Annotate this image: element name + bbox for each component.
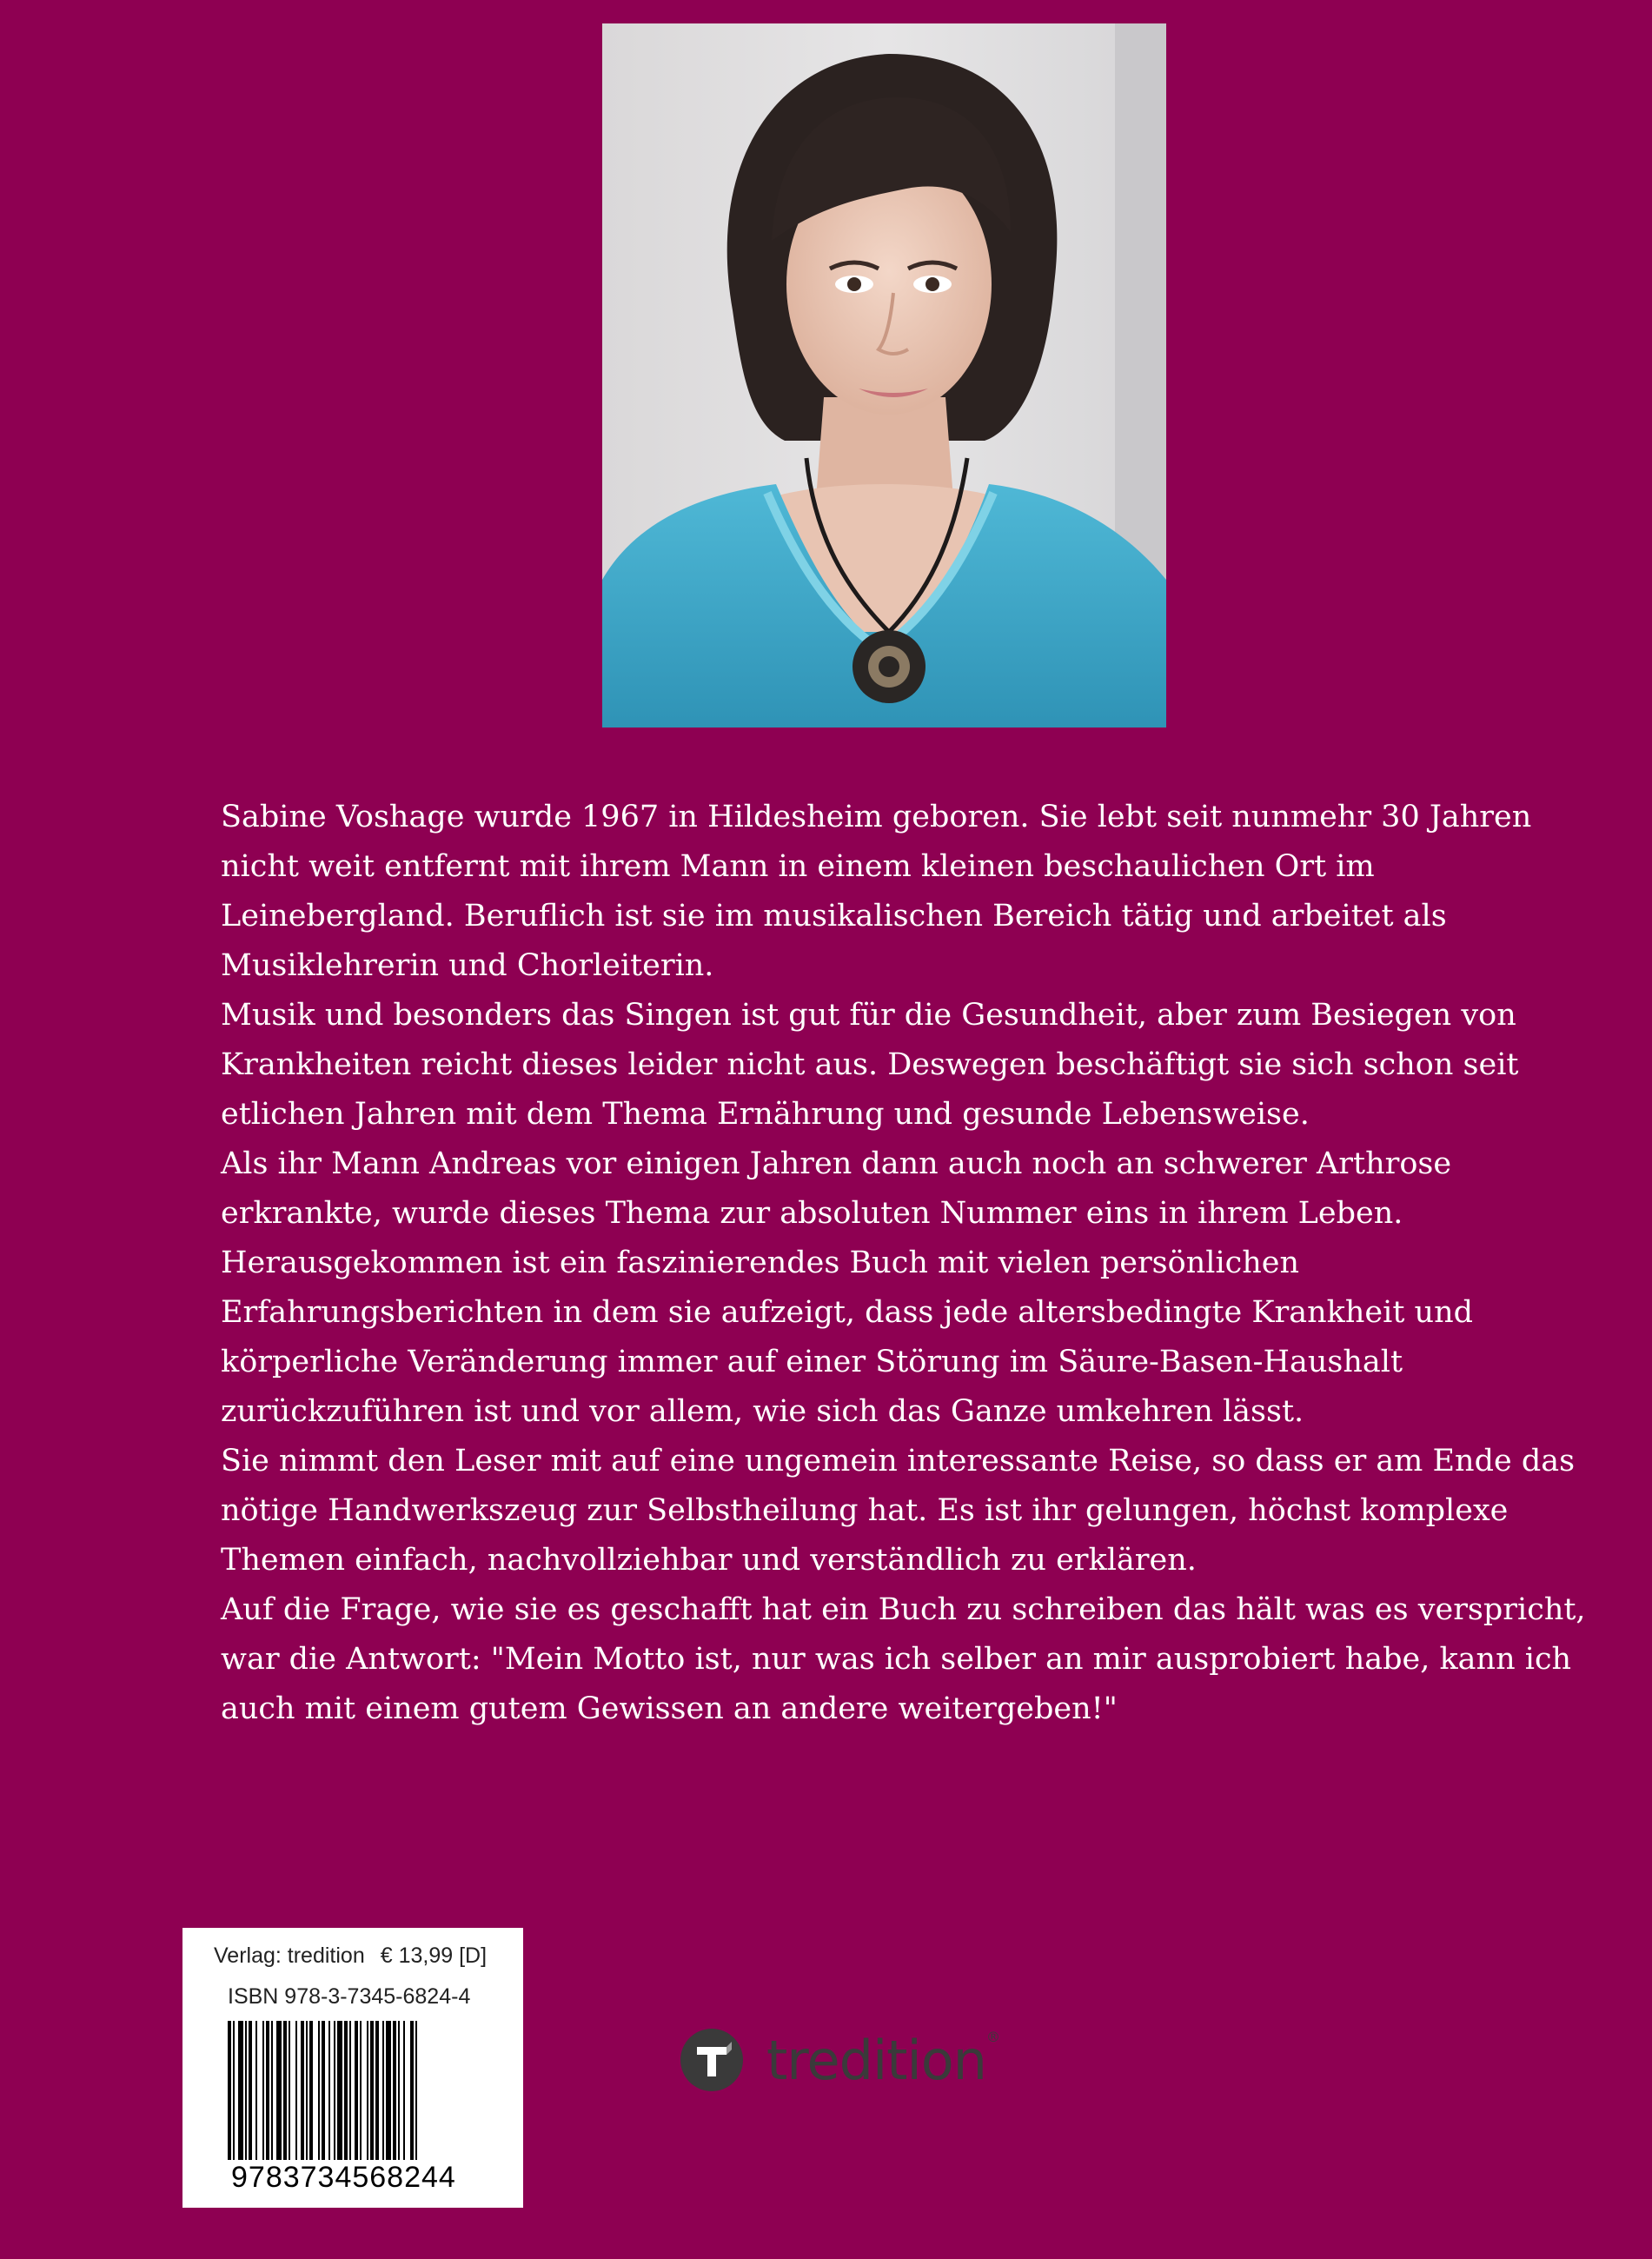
barcode-bar xyxy=(322,2021,325,2160)
barcode-bar xyxy=(301,2021,304,2160)
barcode-bar xyxy=(344,2021,348,2160)
barcode-bar xyxy=(367,2021,368,2160)
barcode-bar xyxy=(328,2021,330,2160)
isbn-text: ISBN 978-3-7345-6824-4 xyxy=(228,1984,471,2009)
barcode-bars xyxy=(228,2021,478,2160)
registered-mark: ® xyxy=(985,2028,999,2045)
barcode-bar xyxy=(370,2021,374,2160)
barcode-bar xyxy=(398,2021,400,2160)
author-portrait-image xyxy=(602,23,1166,728)
barcode-bar xyxy=(403,2021,405,2160)
barcode-bar xyxy=(306,2021,308,2160)
bio-paragraph: Herausgekommen ist ein faszinierendes Buch mit vielen persönlichen Erfahrungsberichten in dem sie aufzeigt, dass jede altersbedingte Krankheit und körperliche Veränderung immer auf einer Störung im Säure-Basen-Haushalt zurückzuführen ist und vor allem, wie sich das Ganze umkehren lässt. xyxy=(221,1246,1474,1429)
barcode-bar xyxy=(255,2021,257,2160)
barcode-bar xyxy=(295,2021,297,2160)
bio-paragraph: Sabine Voshage wurde 1967 in Hildesheim geboren. Sie lebt seit nunmehr 30 Jahren nicht weit entfernt mit ihrem Mann in einem kleinen beschaulichen Ort im Leinebergland. Beruflich ist sie im musikalischen Bereich tätig und arbeitet als Musiklehrerin und Chorleiterin. xyxy=(221,800,1532,983)
barcode-bar xyxy=(334,2021,335,2160)
barcode-bar xyxy=(360,2021,362,2160)
barcode-bar xyxy=(283,2021,287,2160)
barcode-bar xyxy=(382,2021,384,2160)
publisher-price-line xyxy=(214,1943,487,1969)
barcode-bar xyxy=(393,2021,396,2160)
barcode-bar xyxy=(249,2021,252,2160)
tredition-t-icon xyxy=(680,2028,744,2092)
barcode-bar xyxy=(349,2021,351,2160)
barcode-bar xyxy=(233,2021,235,2160)
price-text: € 13,99 [D] xyxy=(380,1943,488,1968)
barcode-bar xyxy=(271,2021,273,2160)
barcode-bar xyxy=(355,2021,358,2160)
barcode-label xyxy=(182,1928,523,2208)
barcode-bar xyxy=(375,2021,379,2160)
bio-paragraph: Als ihr Mann Andreas vor einigen Jahren dann auch noch an schwerer Arthrose erkrankte, wurde dieses Thema zur absoluten Nummer eins in ihrem Leben. xyxy=(221,1146,1452,1231)
author-photo xyxy=(602,23,1166,728)
barcode-bar xyxy=(238,2021,243,2160)
barcode-bar xyxy=(309,2021,313,2160)
barcode-bar xyxy=(228,2021,231,2160)
barcode-bar xyxy=(276,2021,282,2160)
barcode-bar xyxy=(266,2021,269,2160)
barcode-digits: 9783734568244 xyxy=(231,2161,456,2194)
barcode-bar xyxy=(289,2021,290,2160)
logo-text: tredition xyxy=(766,2028,986,2092)
barcode-bar xyxy=(262,2021,264,2160)
publisher-text: Verlag: tredition xyxy=(214,1943,365,1968)
barcode-bar xyxy=(318,2021,320,2160)
author-biography xyxy=(221,793,1594,1734)
bio-paragraph: Auf die Frage, wie sie es geschafft hat ein Buch zu schreiben das hält was es verspricht, war die Antwort: "Mein Motto ist, nur was ich selber an mir ausprobiert habe, kann ich auch mit einem gutem Gewissen an andere weitergeben!" xyxy=(221,1592,1586,1726)
publisher-logo xyxy=(680,2025,999,2095)
barcode-bar xyxy=(245,2021,247,2160)
bio-paragraph: Musik und besonders das Singen ist gut für die Gesundheit, aber zum Besiegen von Krankheiten reicht dieses leider nicht aus. Deswegen beschäftigt sie sich schon seit etlichen Jahren mit dem Thema Ernährung und gesunde Lebensweise. xyxy=(221,998,1519,1132)
barcode-bar xyxy=(415,2021,417,2160)
barcode-bar xyxy=(410,2021,414,2160)
bio-paragraph: Sie nimmt den Leser mit auf eine ungemein interessante Reise, so dass er am Ende das nötige Handwerkszeug zur Selbstheilung hat. Es ist ihr gelungen, höchst komplexe Themen einfach, nachvollziehbar und verständlich zu erklären. xyxy=(221,1444,1576,1578)
logo-wordmark xyxy=(766,2029,999,2092)
barcode-bar xyxy=(337,2021,342,2160)
barcode-bar xyxy=(386,2021,391,2160)
